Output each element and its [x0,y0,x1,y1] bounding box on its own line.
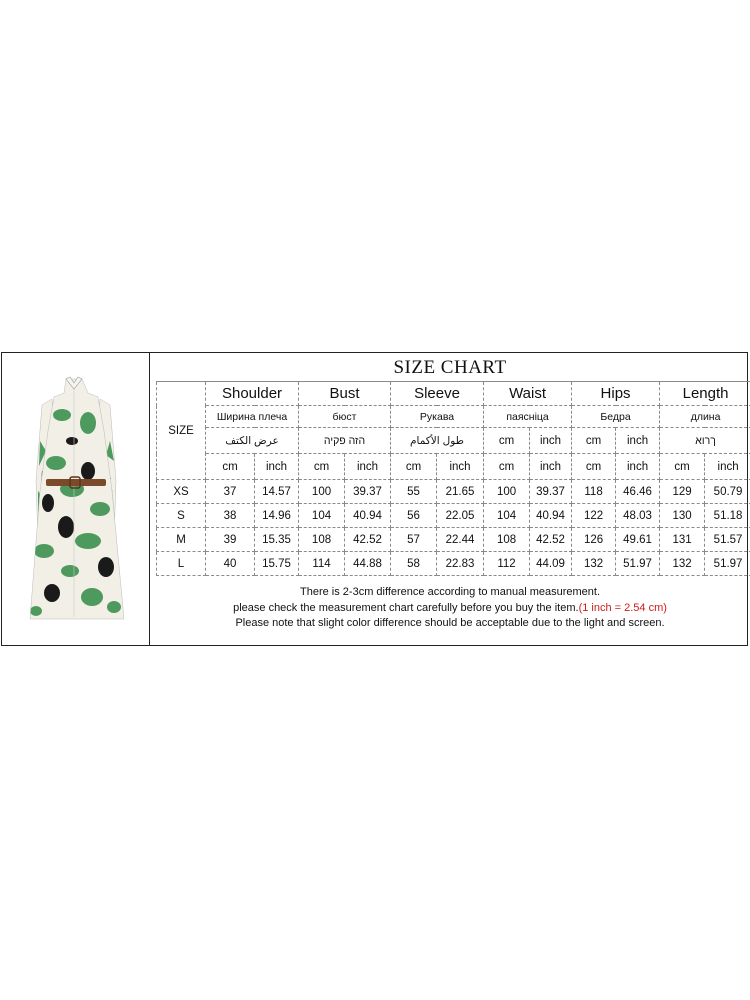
measurement-cell: 22.83 [437,552,484,576]
col-ar-shoulder: عرض الكتف [206,428,299,454]
col-ru-shoulder: Ширина плеча [206,406,299,428]
unit-hips-cm: cm [572,454,616,480]
size-rows [157,480,750,576]
measurement-cell: 131 [660,528,705,552]
col-header-length: Length [660,382,750,406]
unit-sleeve-inch: inch [437,454,484,480]
col-ru-length: длина [660,406,750,428]
measurement-cell: 104 [484,504,530,528]
measurement-cell: 132 [572,552,616,576]
table-row [157,528,750,552]
unit-hips-inch-top: inch [616,428,660,454]
measurement-cell: 58 [391,552,437,576]
measurement-cell: 108 [484,528,530,552]
size-cell: XS [157,480,206,504]
unit-waist-inch-top: inch [530,428,572,454]
measurement-cell: 51.57 [705,528,750,552]
measurement-cell: 57 [391,528,437,552]
measurement-cell: 49.61 [616,528,660,552]
measurement-cell: 100 [484,480,530,504]
unit-shoulder-cm: cm [206,454,255,480]
note-inch-conversion: (1 inch = 2.54 cm) [578,601,667,614]
col-header-shoulder: Shoulder [206,382,299,406]
measurement-cell: 51.18 [705,504,750,528]
col-ru-hips: Бедра [572,406,660,428]
size-cell: S [157,504,206,528]
measurement-cell: 112 [484,552,530,576]
measurement-cell: 48.03 [616,504,660,528]
size-cell: M [157,528,206,552]
size-notes [151,585,749,632]
measurement-cell: 14.96 [255,504,299,528]
col-header-sleeve: Sleeve [391,382,484,406]
unit-waist-cm: cm [484,454,530,480]
unit-hips-inch: inch [616,454,660,480]
unit-waist-cm-top: cm [484,428,530,454]
measurement-cell: 129 [660,480,705,504]
measurement-cell: 22.44 [437,528,484,552]
measurement-cell: 38 [206,504,255,528]
unit-waist-inch: inch [530,454,572,480]
unit-bust-inch: inch [345,454,391,480]
measurement-cell: 15.35 [255,528,299,552]
measurement-cell: 100 [299,480,345,504]
note-line-3: Please note that slight color difference should be acceptable due to the light and screen. [235,617,665,629]
measurement-cell: 51.97 [616,552,660,576]
measurement-cell: 56 [391,504,437,528]
dress-photo-icon [26,371,126,629]
col-header-bust: Bust [299,382,391,406]
measurement-cell: 37 [206,480,255,504]
size-cell: L [157,552,206,576]
measurement-cell: 114 [299,552,345,576]
size-table [156,381,750,576]
note-line-2-text: please check the measurement chart carefully before you buy the item. [233,601,579,614]
product-photo-panel [2,353,150,645]
size-chart-card [1,352,748,646]
unit-length-inch: inch [705,454,750,480]
measurement-cell: 132 [660,552,705,576]
col-he-length: ךרוא [660,428,750,454]
col-header-waist: Waist [484,382,572,406]
note-line-1: There is 2-3cm difference according to manual measurement. [300,586,600,598]
table-row [157,552,750,576]
measurement-cell: 108 [299,528,345,552]
col-ar-sleeve: طول الأكمام [391,428,484,454]
measurement-cell: 44.88 [345,552,391,576]
unit-shoulder-inch: inch [255,454,299,480]
unit-hips-cm-top: cm [572,428,616,454]
table-row [157,480,750,504]
measurement-cell: 42.52 [345,528,391,552]
col-he-bust: הזה פקיה [299,428,391,454]
unit-bust-cm: cm [299,454,345,480]
col-ru-sleeve: Рукава [391,406,484,428]
measurement-cell: 22.05 [437,504,484,528]
measurement-cell: 39 [206,528,255,552]
note-line-2 [151,601,749,617]
measurement-cell: 51.97 [705,552,750,576]
measurement-cell: 118 [572,480,616,504]
measurement-cell: 40.94 [530,504,572,528]
table-row [157,504,750,528]
measurement-cell: 44.09 [530,552,572,576]
col-header-hips: Hips [572,382,660,406]
size-chart-title: SIZE CHART [393,357,507,378]
col-ru-waist: паясніца [484,406,572,428]
size-header: SIZE [157,382,206,480]
measurement-cell: 14.57 [255,480,299,504]
measurement-cell: 39.37 [530,480,572,504]
col-ru-bust: бюст [299,406,391,428]
measurement-cell: 55 [391,480,437,504]
measurement-cell: 130 [660,504,705,528]
measurement-cell: 40 [206,552,255,576]
unit-length-cm: cm [660,454,705,480]
unit-sleeve-cm: cm [391,454,437,480]
measurement-cell: 39.37 [345,480,391,504]
measurement-cell: 126 [572,528,616,552]
measurement-cell: 15.75 [255,552,299,576]
measurement-cell: 40.94 [345,504,391,528]
measurement-cell: 42.52 [530,528,572,552]
measurement-cell: 122 [572,504,616,528]
measurement-cell: 21.65 [437,480,484,504]
measurement-cell: 50.79 [705,480,750,504]
measurement-cell: 104 [299,504,345,528]
measurement-cell: 46.46 [616,480,660,504]
